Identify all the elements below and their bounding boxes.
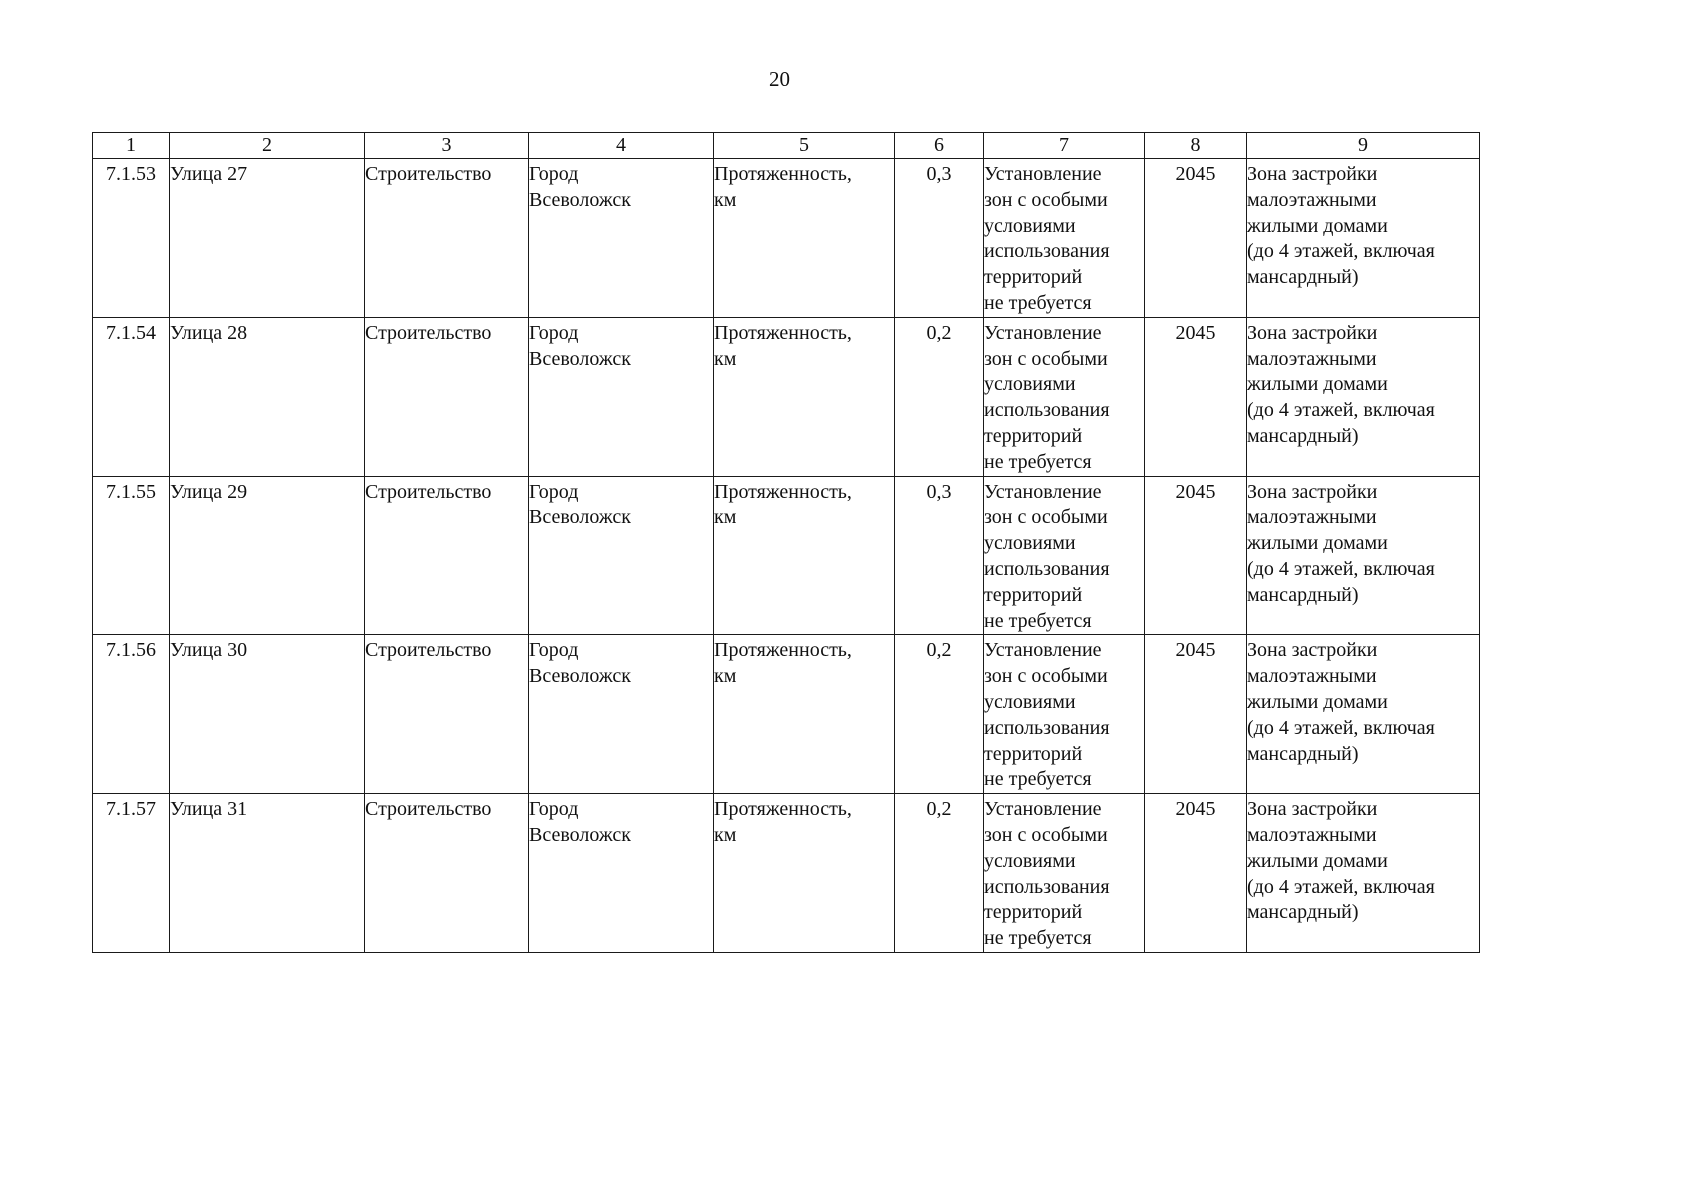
action-type: Строительство [365, 317, 529, 476]
column-header: 8 [1145, 133, 1247, 159]
functional-zone: Зона застройки малоэтажными жилыми домами (до 4 этажей, включая мансардный) [1247, 476, 1480, 635]
zones-note: Установление зон с особыми условиями использования территорий не требуется [984, 159, 1145, 318]
parameter: Протяженность, км [714, 635, 895, 794]
location: Город Всеволожск [529, 159, 714, 318]
table-row [93, 159, 1480, 318]
column-header: 4 [529, 133, 714, 159]
parameter: Протяженность, км [714, 317, 895, 476]
target-year: 2045 [1145, 317, 1247, 476]
column-header: 9 [1247, 133, 1480, 159]
page-number: 20 [769, 67, 790, 91]
functional-zone: Зона застройки малоэтажными жилыми домами (до 4 этажей, включая мансардный) [1247, 159, 1480, 318]
table-row [93, 317, 1480, 476]
location: Город Всеволожск [529, 794, 714, 953]
table-row [93, 476, 1480, 635]
column-header: 1 [93, 133, 170, 159]
functional-zone: Зона застройки малоэтажными жилыми домами (до 4 этажей, включая мансардный) [1247, 317, 1480, 476]
row-number: 7.1.53 [93, 159, 170, 318]
column-header: 3 [365, 133, 529, 159]
target-year: 2045 [1145, 794, 1247, 953]
functional-zone: Зона застройки малоэтажными жилыми домами (до 4 этажей, включая мансардный) [1247, 794, 1480, 953]
parameter: Протяженность, км [714, 794, 895, 953]
zones-note: Установление зон с особыми условиями использования территорий не требуется [984, 635, 1145, 794]
parameter: Протяженность, км [714, 159, 895, 318]
object-name: Улица 29 [170, 476, 365, 635]
parameter: Протяженность, км [714, 476, 895, 635]
column-header: 6 [895, 133, 984, 159]
location: Город Всеволожск [529, 476, 714, 635]
parameter-value: 0,2 [895, 635, 984, 794]
column-header: 2 [170, 133, 365, 159]
object-name: Улица 31 [170, 794, 365, 953]
zones-note: Установление зон с особыми условиями использования территорий не требуется [984, 476, 1145, 635]
parameter-value: 0,2 [895, 317, 984, 476]
zones-note: Установление зон с особыми условиями использования территорий не требуется [984, 794, 1145, 953]
object-name: Улица 30 [170, 635, 365, 794]
action-type: Строительство [365, 794, 529, 953]
target-year: 2045 [1145, 476, 1247, 635]
action-type: Строительство [365, 159, 529, 318]
row-number: 7.1.54 [93, 317, 170, 476]
row-number: 7.1.56 [93, 635, 170, 794]
parameter-value: 0,2 [895, 794, 984, 953]
action-type: Строительство [365, 635, 529, 794]
location: Город Всеволожск [529, 635, 714, 794]
row-number: 7.1.57 [93, 794, 170, 953]
object-name: Улица 28 [170, 317, 365, 476]
table-header-row [93, 133, 1480, 159]
zones-note: Установление зон с особыми условиями использования территорий не требуется [984, 317, 1145, 476]
action-type: Строительство [365, 476, 529, 635]
location: Город Всеволожск [529, 317, 714, 476]
functional-zone: Зона застройки малоэтажными жилыми домами (до 4 этажей, включая мансардный) [1247, 635, 1480, 794]
target-year: 2045 [1145, 635, 1247, 794]
table-row [93, 794, 1480, 953]
parameter-value: 0,3 [895, 159, 984, 318]
column-header: 7 [984, 133, 1145, 159]
object-name: Улица 27 [170, 159, 365, 318]
column-header: 5 [714, 133, 895, 159]
target-year: 2045 [1145, 159, 1247, 318]
row-number: 7.1.55 [93, 476, 170, 635]
parameter-value: 0,3 [895, 476, 984, 635]
objects-table [92, 132, 1480, 953]
table-row [93, 635, 1480, 794]
